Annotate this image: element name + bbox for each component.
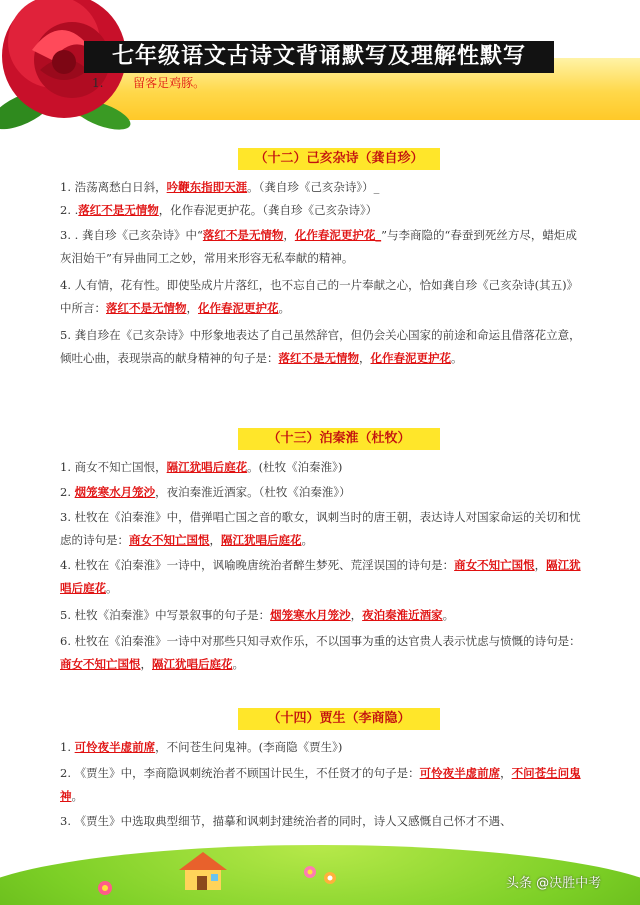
- question-item: [60, 604, 585, 627]
- question-text: 。: [232, 657, 244, 671]
- answer-text: 商女不知亡国恨: [60, 657, 141, 671]
- question-text: 1. 商女不知亡国恨，: [60, 460, 167, 474]
- answer-text: 夜泊秦淮近酒家: [362, 608, 443, 622]
- answer-text: 落红不是无情物: [202, 228, 284, 242]
- answer-text: 化作春泥更护花: [370, 351, 451, 365]
- answer-text: 落红不是无情物: [106, 301, 187, 315]
- question-item: [60, 456, 585, 479]
- question-item: [60, 274, 585, 320]
- flower-icon: [90, 878, 120, 898]
- answer-text: 烟笼寒水月笼沙: [74, 485, 156, 499]
- answer-text: 商女不知亡国恨: [454, 558, 535, 572]
- question-text: ，: [186, 301, 198, 315]
- answer-text: 不问苍生问鬼神: [60, 766, 581, 803]
- question-text: ，: [350, 608, 363, 622]
- question-text: 。(杜牧《泊秦淮》): [247, 460, 343, 474]
- question-item: [60, 324, 585, 370]
- question-item: [60, 481, 585, 504]
- question-item: [60, 224, 585, 270]
- answer-text: 吟鞭东指即天涯: [166, 180, 248, 194]
- question-item: [60, 506, 585, 552]
- answer-text: 落红不是无情物: [78, 203, 159, 217]
- section-heading-12: （十二）己亥杂诗（龚自珍）: [238, 148, 440, 170]
- question-text: 5. 杜牧《泊秦淮》中写景叙事的句子是：: [60, 608, 271, 622]
- previous-number: 1.: [92, 76, 104, 90]
- house-icon: [177, 850, 229, 890]
- question-text: 1. 浩荡离愁白日斜，: [60, 180, 167, 194]
- previous-answer-line: [92, 74, 205, 91]
- question-item: [60, 630, 585, 676]
- question-text: 3. . 龚自珍《己亥杂诗》中“: [60, 228, 203, 242]
- question-text: ，夜泊秦淮近酒家。（杜牧《泊秦淮》）: [155, 485, 351, 499]
- question-text: ，: [500, 766, 512, 780]
- question-text: 。（龚自珍《己亥杂诗》）_: [247, 180, 380, 194]
- section-heading-14: （十四）贾生（李商隐）: [238, 708, 440, 730]
- section-heading-13: （十三）泊秦淮（杜牧）: [238, 428, 440, 450]
- question-text: ，: [283, 228, 295, 242]
- question-text: ，: [209, 533, 221, 547]
- answer-text: 隔江犹唱后庭花: [221, 533, 302, 547]
- question-text: 5. 龚自珍在《己亥杂诗》中形象地表达了自己虽然辞官，但仍会关心国家的前途和命运且借落花立意，倾吐心曲，表现崇高的献身精神的句子是：: [60, 328, 581, 365]
- header-banner: [0, 0, 640, 130]
- question-text: 。: [451, 351, 463, 365]
- previous-answer: 留客足鸡豚。: [133, 76, 206, 90]
- question-text: 。: [442, 608, 455, 622]
- answer-text: 隔江犹唱后庭花: [60, 558, 581, 595]
- answer-text: 可怜夜半虚前席: [419, 766, 501, 780]
- answer-text: 隔江犹唱后庭花: [152, 657, 233, 671]
- question-text: 1.: [60, 740, 75, 754]
- page-title: 七年级语文古诗文背诵默写及理解性默写: [84, 41, 554, 73]
- question-text: 3. 《贾生》中选取典型细节，描摹和讽刺封建统治者的同时，诗人又感慨自己怀才不遇、: [60, 814, 512, 828]
- question-text: 6. 杜牧在《泊秦淮》一诗中对那些只知寻欢作乐，不以国事为重的达官贵人表示忧虑与愤慨的诗句是：: [60, 634, 581, 648]
- question-item: [60, 810, 585, 833]
- flower-icon: [300, 862, 340, 892]
- question-text: 2. 《贾生》中，李商隐讽刺统治者不顾国计民生，不任贤才的句子是：: [60, 766, 420, 780]
- question-text: 3. 杜牧在《泊秦淮》中，借弹唱亡国之音的歌女，讽刺当时的唐王朝，表达诗人对国家命运的关切和忧虑的诗句是：: [60, 510, 581, 547]
- answer-text: 商女不知亡国恨: [129, 533, 210, 547]
- question-text: ”与李商隐的“春蚕到死丝方尽，蜡炬成灰泪始干”有异曲同工之妙，常用来形容无私奉献的精神。: [60, 228, 577, 265]
- question-item: [60, 554, 585, 600]
- watermark: 头条 @决胜中考: [506, 876, 602, 891]
- question-text: 2. .: [60, 203, 79, 217]
- answer-text: 隔江犹唱后庭花: [166, 460, 248, 474]
- question-text: ，化作春泥更护花。（龚自珍《己亥杂诗》）: [158, 203, 378, 217]
- question-text: ，不问苍生问鬼神。(李商隐《贾生》): [155, 740, 343, 754]
- question-text: ，: [140, 657, 152, 671]
- answer-text: 可怜夜半虚前席: [74, 740, 156, 754]
- question-text: ，: [534, 558, 547, 572]
- answer-text: 烟笼寒水月笼沙: [270, 608, 351, 622]
- answer-text: 落红不是无情物: [278, 351, 359, 365]
- question-text: 。: [278, 301, 290, 315]
- question-text: 。: [301, 533, 313, 547]
- answer-text: 化作春泥更护花: [198, 301, 279, 315]
- question-text: ，: [359, 351, 371, 365]
- question-item: [60, 176, 585, 199]
- question-text: 2.: [60, 485, 75, 499]
- answer-text: 化作春泥更护花_: [294, 228, 382, 242]
- question-item: [60, 199, 585, 222]
- question-text: 4. 人有情，花有性。即使坠成片片落红，也不忘自己的一片奉献之心，恰如龚自珍《己亥杂诗(其五)》中所言：: [60, 278, 579, 315]
- question-text: 。: [71, 789, 83, 803]
- question-text: 。: [106, 581, 118, 595]
- question-text: 4. 杜牧在《泊秦淮》一诗中，讽喻晚唐统治者醉生梦死、荒淫误国的诗句是：: [60, 558, 455, 572]
